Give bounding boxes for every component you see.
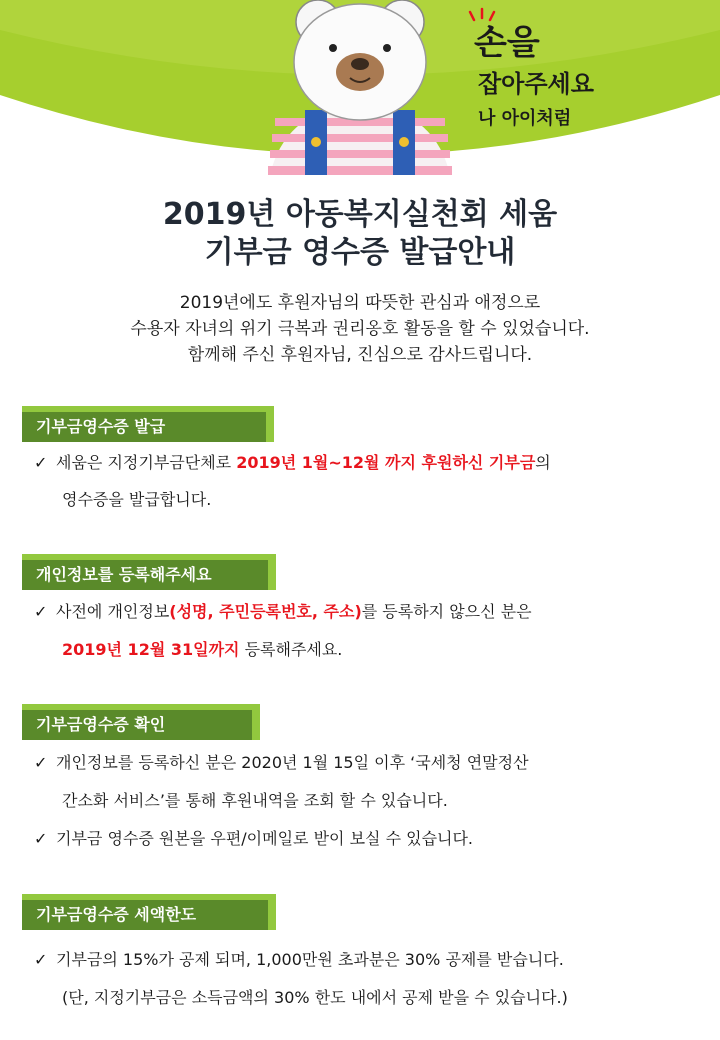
text: 를 등록하지 않으신 분은 <box>361 602 532 621</box>
text: 개인정보를 등록하신 분은 2020년 1월 15일 이후 ‘국세청 연말정산 <box>56 753 529 772</box>
section-label-receipt-check <box>22 710 252 740</box>
section-label-text: 기부금영수증 확인 <box>36 715 166 734</box>
section-label-text: 개인정보를 등록해주세요 <box>36 565 212 584</box>
section-label-receipt-issue <box>22 412 266 442</box>
check-icon: ✓ <box>34 753 48 772</box>
section-4-line-1 <box>34 950 564 970</box>
intro-line-1: 2019년에도 후원자님의 따뜻한 관심과 애정으로 <box>179 293 541 313</box>
svg-text:잡아주세요: 잡아주세요 <box>478 70 594 98</box>
text: 세움은 지정기부금단체로 <box>56 453 237 472</box>
highlight-text: (성명, 주민등록번호, 주소) <box>169 602 362 621</box>
section-3-line-3 <box>34 829 473 849</box>
highlight-text: 2019년 12월 31일까지 <box>62 640 240 659</box>
text: 등록해주세요. <box>239 640 343 659</box>
text: 사전에 개인정보 <box>56 602 170 621</box>
section-1-line-1 <box>34 453 551 473</box>
section-label-tax-limit <box>22 900 268 930</box>
header-banner <box>0 0 720 175</box>
text: 의 <box>535 453 551 472</box>
section-2-line-1 <box>34 602 532 622</box>
title-line-1: 2019년 아동복지실천회 세움 <box>162 197 558 232</box>
check-icon: ✓ <box>34 602 48 621</box>
highlight-text: 2019년 1월~12월 까지 후원하신 기부금 <box>236 453 536 472</box>
check-icon: ✓ <box>34 829 48 848</box>
check-icon: ✓ <box>34 453 48 472</box>
svg-text:나 아이처럼: 나 아이처럼 <box>478 108 572 129</box>
intro-line-3: 함께해 주신 후원자님, 진심으로 감사드립니다. <box>187 345 533 365</box>
section-1-line-2: 영수증을 발급합니다. <box>62 490 212 509</box>
intro-line-2: 수용자 자녀의 위기 극복과 권리옹호 활동을 할 수 있었습니다. <box>130 319 590 339</box>
section-4-line-2: (단, 지정기부금은 소득금액의 30% 한도 내에서 공제 받을 수 있습니다.) <box>62 988 568 1007</box>
check-icon: ✓ <box>34 950 48 969</box>
title-line-2: 기부금 영수증 발급안내 <box>204 235 516 270</box>
text: 기부금 영수증 원본을 우편/이메일로 받이 보실 수 있습니다. <box>56 829 474 848</box>
section-label-text: 기부금영수증 세액한도 <box>36 905 197 924</box>
page-title <box>0 196 720 272</box>
text: 기부금의 15%가 공제 되며, 1,000만원 초과분은 30% 공제를 받습니다. <box>56 950 564 969</box>
section-label-personal-info <box>22 560 268 590</box>
section-3-line-1 <box>34 753 529 773</box>
section-3-line-2: 간소화 서비스’를 통해 후원내역을 조회 할 수 있습니다. <box>62 791 448 810</box>
intro-text <box>0 290 720 368</box>
section-2-line-2 <box>62 640 342 660</box>
svg-text:손을: 손을 <box>474 23 540 63</box>
header-illustration <box>0 0 720 175</box>
section-label-text: 기부금영수증 발급 <box>36 417 166 436</box>
